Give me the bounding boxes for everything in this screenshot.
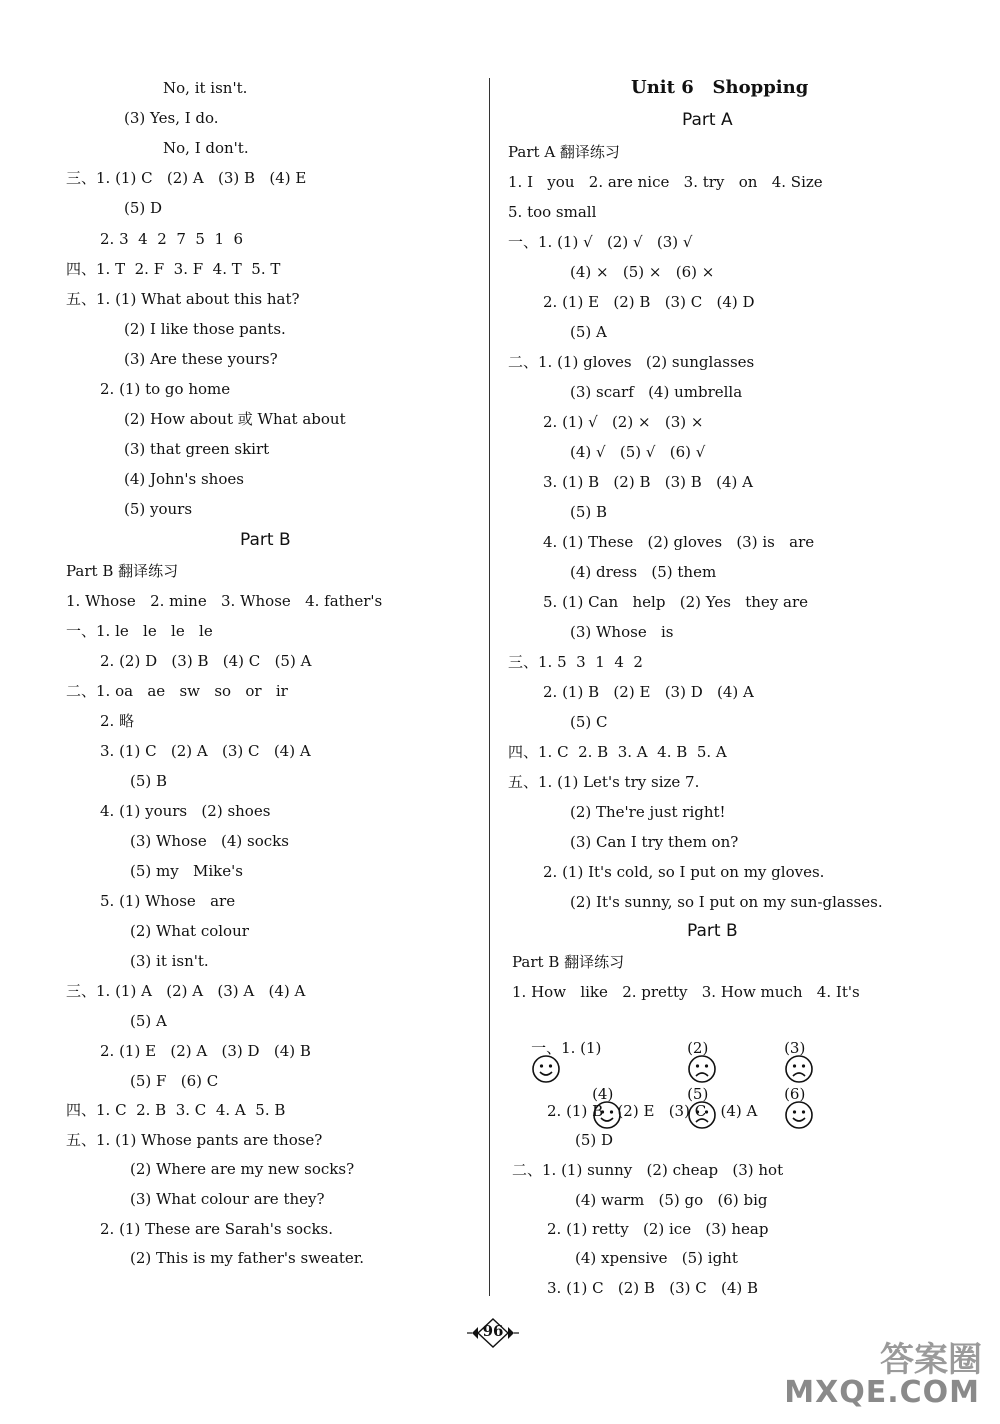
answer-line: (5) yours: [124, 500, 193, 518]
answer-line: 3. (1) C (2) B (3) C (4) B: [547, 1279, 759, 1297]
answer-line: (5) D: [124, 199, 163, 217]
answer-line: 2. (1) It's cold, so I put on my gloves.: [543, 863, 825, 881]
answer-line: (2) It's sunny, so I put on my sun-glasses.: [570, 893, 883, 911]
answer-line: (5) A: [570, 323, 607, 341]
answer-line: 5. (1) Can help (2) Yes they are: [543, 593, 809, 611]
answer-line: No, it isn't.: [163, 79, 248, 97]
answer-line: (4) xpensive (5) ight: [575, 1249, 738, 1267]
answer-line: (2) I like those pants.: [124, 320, 286, 338]
answer-line: (3) Are these yours?: [124, 350, 278, 368]
answer-line: (2) How about 或 What about: [124, 410, 346, 428]
face-label: (3): [784, 1039, 806, 1057]
answer-line: 1. How like 2. pretty 3. How much 4. It's: [512, 983, 860, 1001]
answer-line: 2. 3 4 2 7 5 1 6: [100, 230, 244, 248]
answer-line: 2. (1) retty (2) ice (3) heap: [547, 1220, 769, 1238]
answer-line: 2. (1) These are Sarah's socks.: [100, 1220, 334, 1238]
answer-line: (3) What colour are they?: [130, 1190, 325, 1208]
answer-line: (4) John's shoes: [124, 470, 244, 488]
answer-line: 四、1. C 2. B 3. C 4. A 5. B: [66, 1101, 286, 1119]
answer-line: 四、1. C 2. B 3. A 4. B 5. A: [508, 743, 727, 761]
answer-line: (5) C: [570, 713, 608, 731]
answer-line: (4) dress (5) them: [570, 563, 717, 581]
answer-line: 2. (1) to go home: [100, 380, 231, 398]
answer-line: (3) Can I try them on?: [570, 833, 739, 851]
answer-line: (3) scarf (4) umbrella: [570, 383, 743, 401]
watermark-logo: 答案圈: [880, 1340, 982, 1380]
answer-line: (3) it isn't.: [130, 952, 209, 970]
answer-line: 1. I you 2. are nice 3. try on 4. Size: [508, 173, 823, 191]
answer-line: 四、1. T 2. F 3. F 4. T 5. T: [66, 260, 281, 278]
answer-line: 5. too small: [508, 203, 597, 221]
answer-line: (4) × (5) × (6) ×: [570, 263, 715, 281]
watermark-site: MXQE.COM: [784, 1375, 980, 1410]
column-divider: [489, 78, 490, 1296]
answer-line: [765, 1064, 814, 1150]
answer-line: No, I don't.: [163, 139, 249, 157]
answer-line: 2. (2) D (3) B (4) C (5) A: [100, 652, 312, 670]
answer-line: 一、1. le le le le: [66, 622, 213, 640]
answer-line: 二、1. oa ae sw so or ir: [66, 682, 288, 700]
answer-line: 五、1. (1) Let's try size 7.: [508, 773, 700, 791]
answer-line: 3. (1) B (2) B (3) B (4) A: [543, 473, 753, 491]
page-number: 96: [482, 1322, 504, 1340]
answer-line: 二、1. (1) sunny (2) cheap (3) hot: [512, 1161, 784, 1179]
face-label: (2): [687, 1039, 709, 1057]
face-label: 一、1. (1): [531, 1039, 602, 1057]
answer-line: (4) √ (5) √ (6) √: [570, 443, 706, 461]
answer-line: 五、1. (1) Whose pants are those?: [66, 1131, 323, 1149]
answer-line: (5) B: [130, 772, 168, 790]
answer-line: (5) A: [130, 1012, 167, 1030]
answer-line: (3) Yes, I do.: [124, 109, 219, 127]
answer-line: 三、1. (1) C (2) A (3) B (4) E: [66, 169, 307, 187]
answer-line: 4. (1) yours (2) shoes: [100, 802, 271, 820]
answer-line: 2. (1) B (2) E (3) D (4) A: [543, 683, 754, 701]
answer-line: 二、1. (1) gloves (2) sunglasses: [508, 353, 755, 371]
answer-line: 4. (1) These (2) gloves (3) is are: [543, 533, 815, 551]
answer-line: (5) D: [575, 1131, 614, 1149]
answer-line: 2. (1) E (2) A (3) D (4) B: [100, 1042, 311, 1060]
answer-line: (5) B: [570, 503, 608, 521]
face-label: (4): [592, 1085, 614, 1103]
answer-line: 2. (1) √ (2) × (3) ×: [543, 413, 704, 431]
answer-line: (3) Whose is: [570, 623, 674, 641]
face-label: (6): [784, 1085, 806, 1103]
answer-line: Part B 翻译练习: [512, 953, 625, 971]
answer-line: 2. (1) B (2) E (3) C (4) A: [547, 1102, 758, 1120]
watermark: [784, 1330, 992, 1420]
section-heading: Part B: [240, 530, 291, 550]
happy-face-icon: [531, 1054, 561, 1084]
answer-line: 3. (1) C (2) A (3) C (4) A: [100, 742, 311, 760]
answer-line: 2. (1) E (2) B (3) C (4) D: [543, 293, 755, 311]
answer-line: (5) F (6) C: [130, 1072, 219, 1090]
happy-face-icon: [784, 1100, 814, 1130]
unit-title: Unit 6 Shopping: [631, 77, 809, 98]
answer-line: (2) Where are my new socks?: [130, 1160, 355, 1178]
answer-line: 5. (1) Whose are: [100, 892, 236, 910]
answer-line: 三、1. 5 3 1 4 2: [508, 653, 643, 671]
answer-line: Part A 翻译练习: [508, 143, 620, 161]
answer-line: (2) The're just right!: [570, 803, 726, 821]
answer-line: (4) warm (5) go (6) big: [575, 1191, 768, 1209]
answer-line: (2) What colour: [130, 922, 249, 940]
answer-line: (3) that green skirt: [124, 440, 270, 458]
answer-line: 五、1. (1) What about this hat?: [66, 290, 300, 308]
answer-line: 2. 略: [100, 712, 135, 730]
face-label: (5): [687, 1085, 709, 1103]
answer-line: 1. Whose 2. mine 3. Whose 4. father's: [66, 592, 383, 610]
section-heading: Part A: [682, 110, 733, 130]
answer-line: (5) my Mike's: [130, 862, 243, 880]
answer-line: 三、1. (1) A (2) A (3) A (4) A: [66, 982, 306, 1000]
answer-line: 一、1. (1) √ (2) √ (3) √: [508, 233, 693, 251]
section-heading: Part B: [687, 921, 738, 941]
answer-line: (3) Whose (4) socks: [130, 832, 289, 850]
answer-line: Part B 翻译练习: [66, 562, 179, 580]
answer-line: (2) This is my father's sweater.: [130, 1249, 365, 1267]
